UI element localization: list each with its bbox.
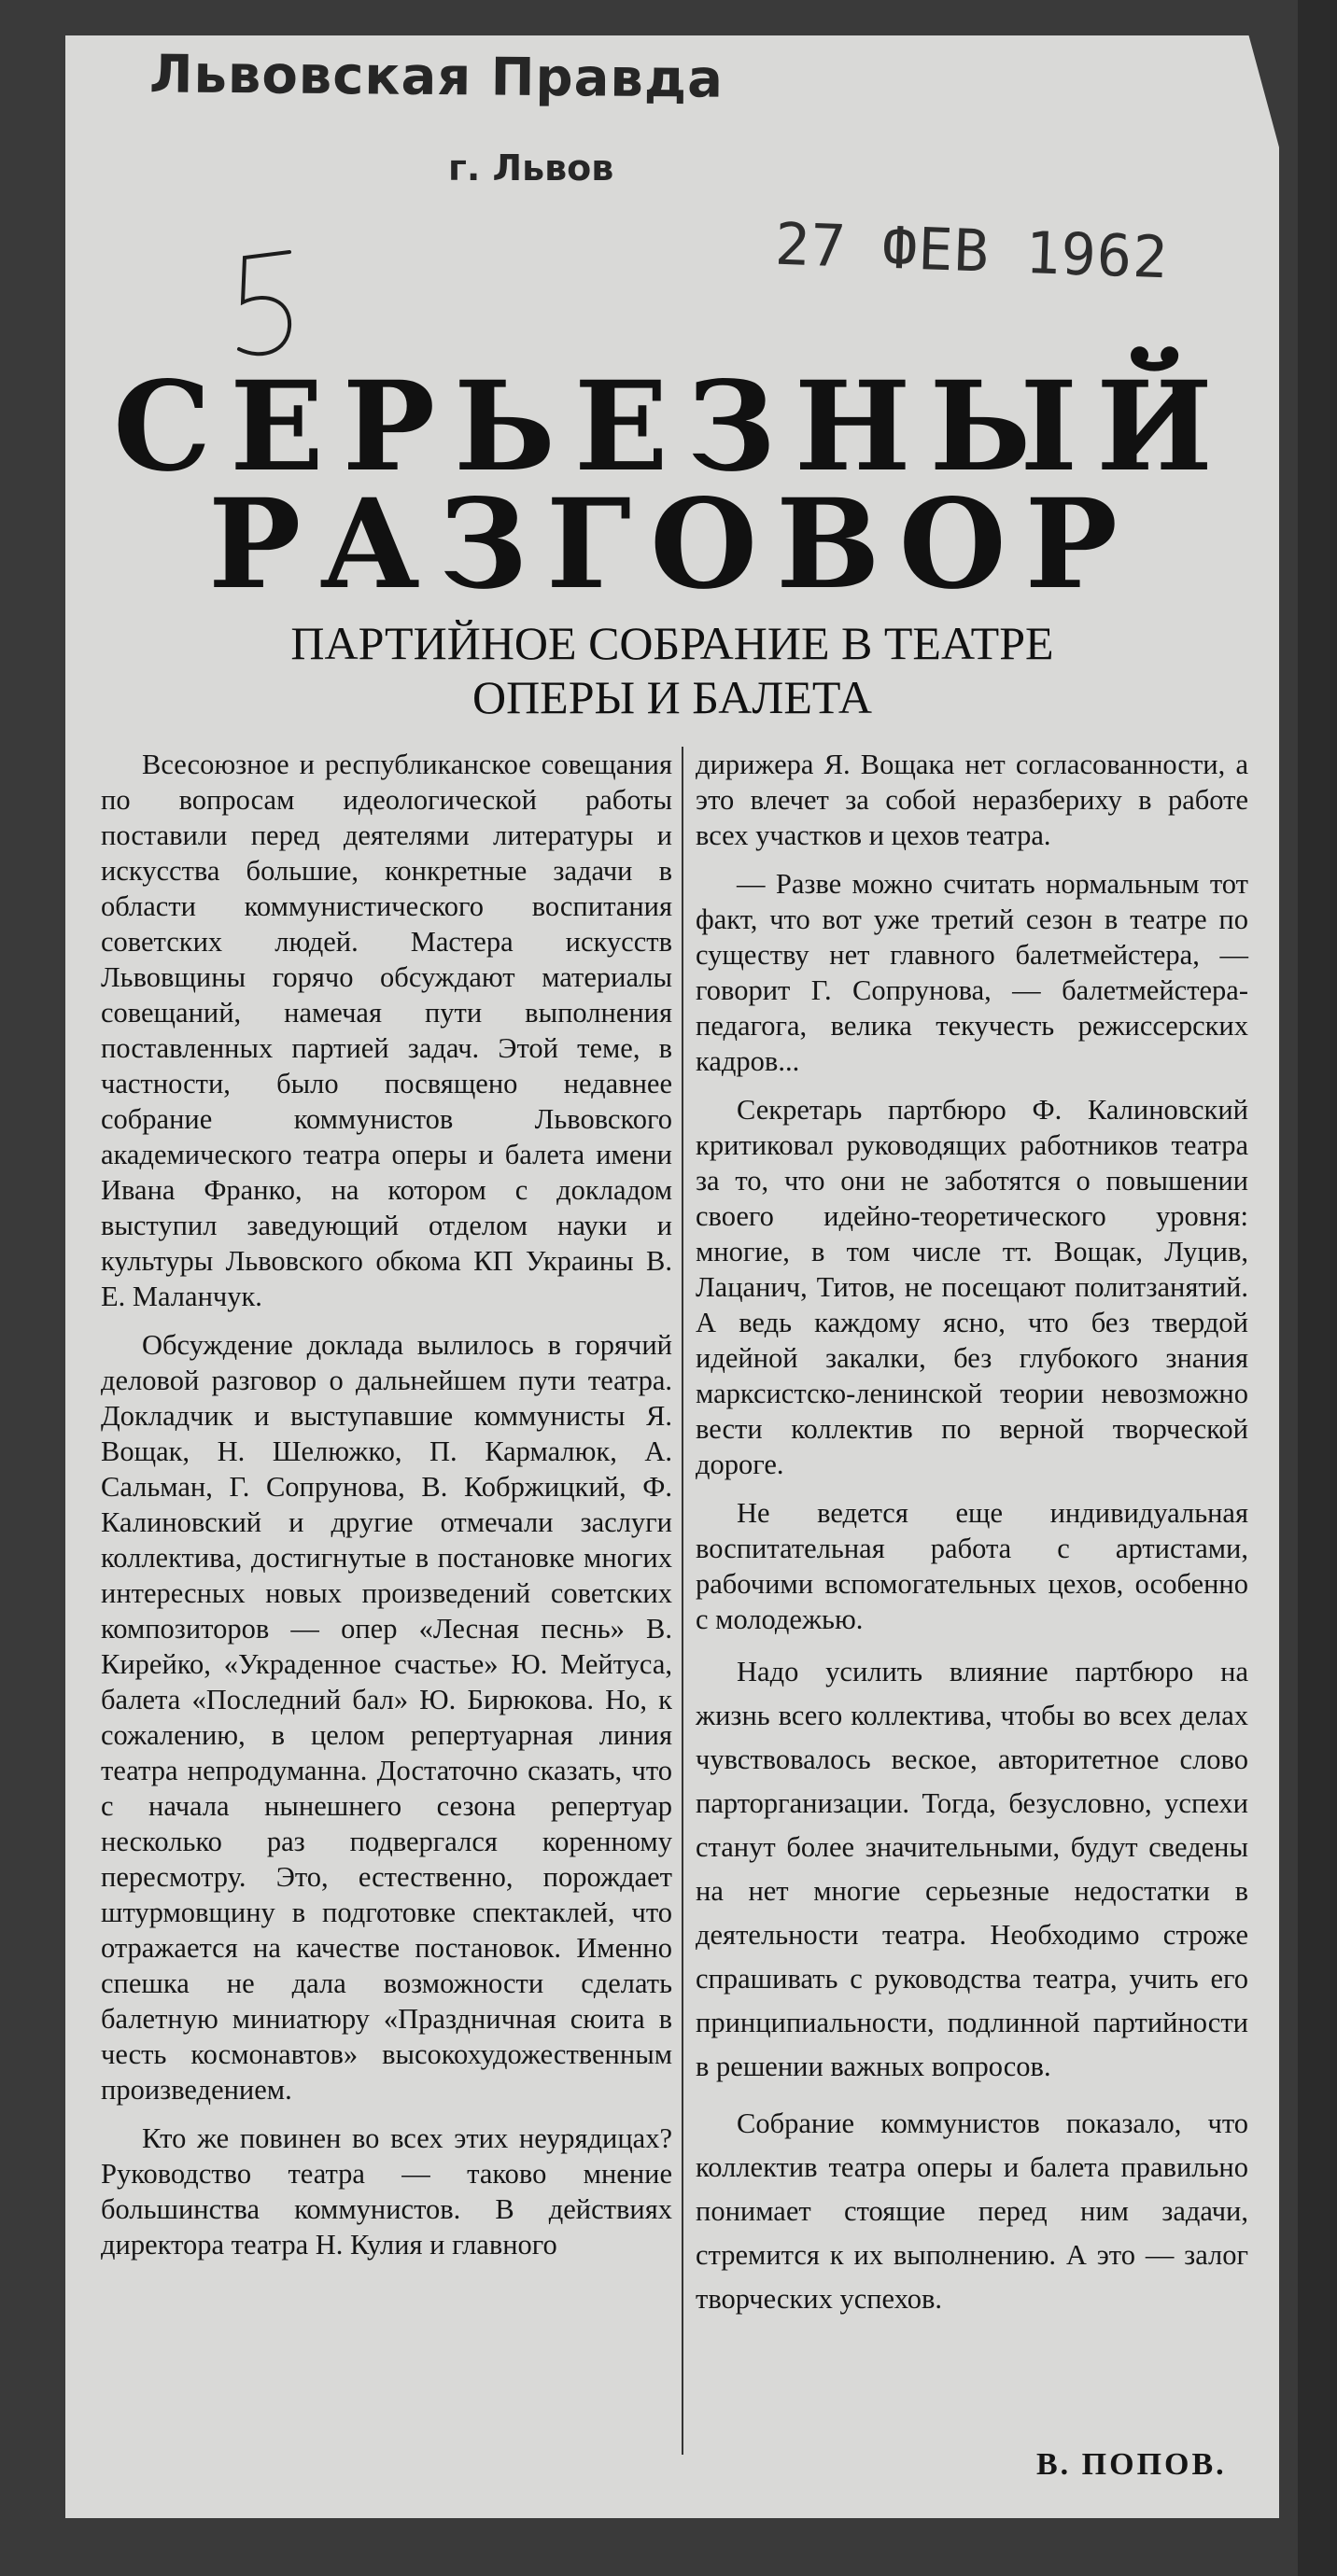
article-column-left (101, 747, 672, 2275)
paragraph: дирижера Я. Вощака нет согласованности, а это влечет за собой неразбериху в работе всех участков и цехов театра. (696, 749, 1248, 851)
subheadline-line-1: ПАРТИЙНОЕ СОБРАНИЕ В ТЕАТРЕ (290, 617, 1054, 669)
headline-line-2: РАЗГОВОР (208, 472, 1136, 617)
column-divider (682, 747, 683, 2455)
author-signature: В. ПОПОВ. (1036, 2447, 1227, 2482)
handwritten-number-mark (224, 245, 308, 366)
subheadline-line-2: ОПЕРЫ И БАЛЕТА (471, 671, 873, 723)
newspaper-name-stamp: Львовская Правда (148, 44, 725, 110)
paragraph: Собрание коммунистов показало, что коллектив театра оперы и балета правильно понимает стоящие перед ним задачи, стремится к их выполнению. А это — залог творческих успехов. (696, 2107, 1248, 2315)
article-column-right (696, 747, 1248, 2334)
paragraph: Секретарь партбюро Ф. Калиновский критиковал руководящих работников театра за то, что они не заботятся о повышении своего идейно-теоретического уровня: многие, в том числе тт. Вощак, Луцив, Лацанич, Титов, не посещают политзанятий. А ведь каждому ясно, что без твердой идейной закалки, без глубокого знания марксистско-ленинской теории невозможно вести коллектив по верной творческой дороге. (696, 1094, 1248, 1480)
headline-line-1: СЕРЬЕЗНЫЙ (113, 355, 1231, 499)
paragraph: Не ведется еще индивидуальная воспитательная работа с артистами, рабочими вспомогательных цехов, особенно с молодежью. (696, 1497, 1248, 1635)
background-edge (1298, 0, 1337, 2576)
paragraph: Кто же повинен во всех этих неурядицах? Руководство театра — таково мнение большинства коммунистов. В действиях директора театра Н. Кулия и главного (101, 2122, 672, 2261)
paragraph: Надо усилить влияние партбюро на жизнь всего коллектива, чтобы во всех делах чувствовалось веское, авторитетное слово парторганизации. Тогда, безусловно, успехи станут более значительными, будут сведены на нет многие серьезные недостатки в деятельности театра. Необходимо строже спрашивать с руководства театра, учить его принципиальности, подлинной партийности в решении важных вопросов. (696, 1656, 1248, 2082)
city-stamp: г. Львов (448, 147, 614, 189)
paragraph: Обсуждение доклада вылилось в горячий деловой разговор о дальнейшем пути театра. Докладчик и выступавшие коммунисты Я. Вощак, Н. Шелюжко, П. Кармалюк, А. Сальман, Г. Сопрунова, В. Кобржицкий, Ф. Калиновский и другие отмечали заслуги коллектива, достигнутые в постановке многих интересных новых произведений советских композиторов — опер «Лесная песнь» В. Кирейко, «Украденное счастье» Ю. Мейтуса, балета «Последний бал» Ю. Бирюкова. Но, к сожалению, в целом репертуарная линия театра непродуманна. Достаточно сказать, что с начала нынешнего сезона репертуар несколько раз подвергался коренному пересмотру. Это, естественно, порождает штурмовщину в подготовке спектаклей, что отражается на качестве постановок. Именно спешка не дала возможности сделать балетную миниатюру «Праздничная сюита в честь космонавтов» высокохудожественным произведением. (101, 1329, 672, 2106)
paragraph: Всесоюзное и республиканское совещания по вопросам идеологической работы поставили перед деятелями литературы и искусства большие, конкретные задачи в области коммунистического воспитания советских людей. Мастера искусств Львовщины горячо обсуждают материалы совещаний, намечая пути выполнения поставленных партией задач. Этой теме, в частности, было посвящено недавнее собрание коммунистов Львовского академического театра оперы и балета имени Ивана Франко, на котором с докладом выступил заведующий отделом науки и культуры Львовского обкома КП Украины В. Е. Маланчук. (101, 749, 672, 1312)
date-stamp: 27 ФЕВ 1962 (773, 209, 1170, 292)
paragraph: — Разве можно считать нормальным тот факт, что вот уже третий сезон в театре по существу нет главного балетмейстера, — говорит Г. Сопрунова, — балетмейстера-педагога, велика текучесть режиссерских кадров... (696, 868, 1248, 1077)
